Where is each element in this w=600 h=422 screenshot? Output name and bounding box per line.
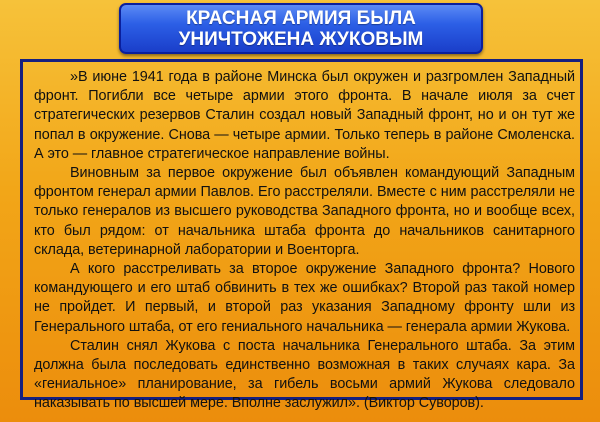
quote-panel (20, 59, 583, 412)
paragraph-1: »В июне 1941 года в районе Минска был окружен и разгромлен Западный фронт. Погибли все четыре армии этого фронта. В начале июля за счет стратегических резервов Сталин создал новый Западный фронт, но и он тут же попал в окружение. Снова — четыре армии. Только теперь в районе Смоленска. А это — главное стратегическое направление войны. (34, 69, 575, 162)
title-line-1: КРАСНАЯ АРМИЯ БЫЛА (186, 7, 416, 29)
title-banner (119, 3, 483, 54)
paragraph-3: А кого расстреливать за второе окружение Западного фронта? Нового командующего и его штаб обвинить в тех же ошибках? Второй раз такой номер не пройдет. И первый, и второй раз указания Западному фронту шли из Генерального штаба, от его гениального начальника — генерала армии Жукова. (34, 261, 575, 335)
title-line-2: УНИЧТОЖЕНА ЖУКОВЫМ (178, 28, 424, 50)
paragraph-4: Сталин снял Жукова с поста начальника Генерального штаба. За этим должна была последовать единственно возможная в таких случаях кара. За «гениальное» планирование, за гибель восьми армий Жукова следовало наказывать по высшей мере. Вполне заслужил». (Виктор Суворов). (34, 337, 575, 412)
paragraph-2: Виновным за первое окружение был объявлен командующий Западным фронтом генерал армии Павлов. Его расстреляли. Вместе с ним расстреляли не только генералов из высшего руководства Западного фронта, но и вообще всех, кто был рядом: от начальника штаба фронта до начальников санитарного склада, ветеринарной лаборатории и Военторга. (34, 165, 575, 258)
